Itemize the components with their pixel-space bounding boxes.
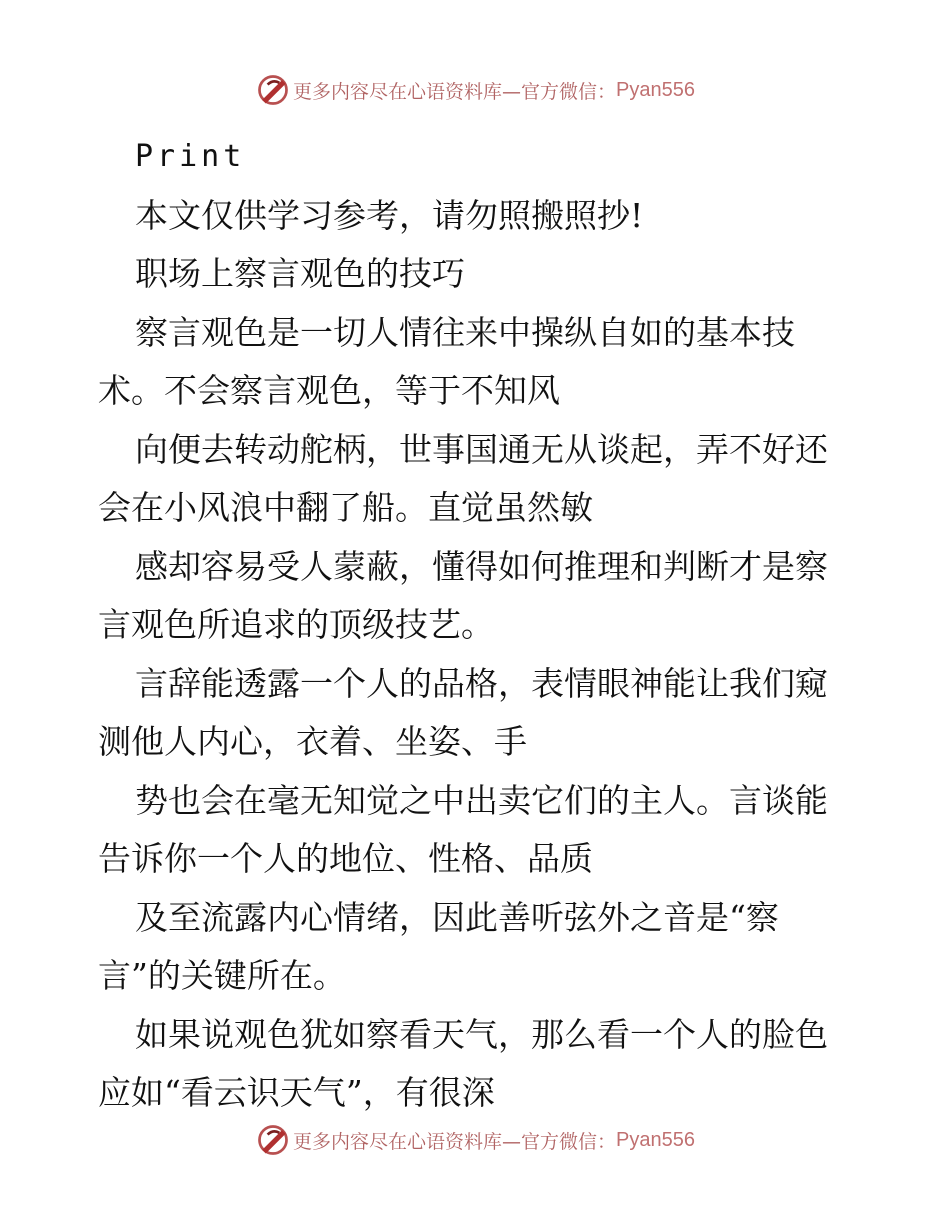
paragraph: 如果说观色犹如察看天气，那么看一个人的脸色应如“看云识天气”，有很深 bbox=[98, 1014, 828, 1112]
header-banner bbox=[0, 70, 950, 110]
header-banner-text: 更多内容尽在心语资料库—官方微信： bbox=[293, 80, 617, 103]
disclaimer: 本文仅供学习参考，请勿照搬照抄! bbox=[135, 195, 644, 235]
paragraph: 感却容易受人蒙蔽，懂得如何推理和判断才是察言观色所追求的顶级技艺。 bbox=[98, 546, 828, 644]
footer-banner-handle: Pyan556 bbox=[616, 1128, 695, 1151]
paragraph: 言辞能透露一个人的品格，表情眼神能让我们窥测他人内心，衣着、坐姿、手 bbox=[98, 663, 828, 761]
paragraph: 及至流露内心情绪，因此善听弦外之音是“察言”的关键所在。 bbox=[98, 897, 779, 995]
document-body bbox=[98, 128, 856, 1123]
paragraph: 察言观色是一切人情往来中操纵自如的基本技术。不会察言观色，等于不知风 bbox=[98, 312, 795, 410]
print-label: Print bbox=[135, 139, 246, 174]
pen-logo-icon bbox=[255, 72, 291, 108]
pen-logo-icon bbox=[255, 1122, 291, 1158]
footer-banner-text: 更多内容尽在心语资料库—官方微信： bbox=[293, 1130, 617, 1153]
document-title: 职场上察言观色的技巧 bbox=[135, 254, 465, 293]
header-banner-handle: Pyan556 bbox=[616, 78, 695, 101]
paragraph: 向便去转动舵柄，世事国通无从谈起，弄不好还会在小风浪中翻了船。直觉虽然敏 bbox=[98, 429, 828, 527]
paragraph: 势也会在毫无知觉之中出卖它们的主人。言谈能告诉你一个人的地位、性格、品质 bbox=[98, 780, 828, 878]
footer-banner bbox=[0, 1120, 950, 1160]
